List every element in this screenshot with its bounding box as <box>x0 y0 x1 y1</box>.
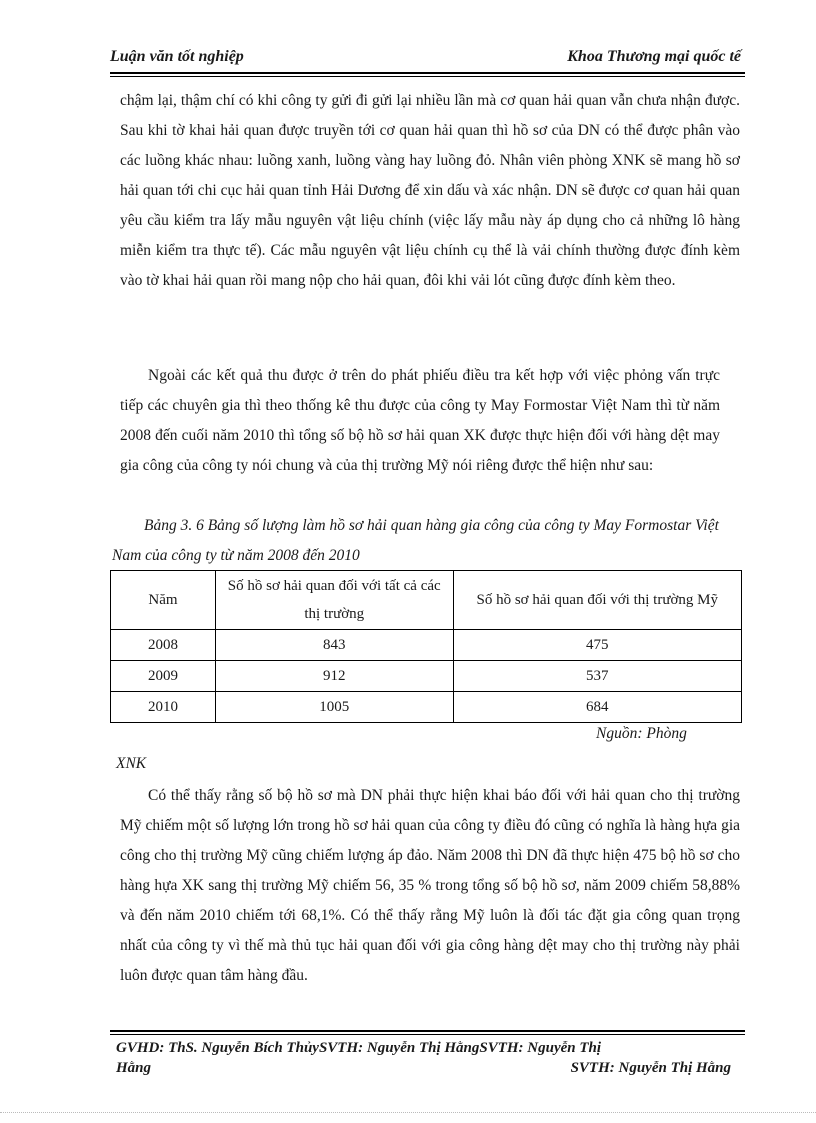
header-us-market: Số hồ sơ hải quan đối với thị trường Mỹ <box>453 571 742 630</box>
page-edge-divider <box>0 1112 816 1113</box>
cell-year: 2010 <box>111 692 216 723</box>
header-rule-thin <box>110 76 745 77</box>
cell-us-market: 475 <box>453 630 742 661</box>
paragraph-customs-process: chậm lại, thậm chí có khi công ty gửi đi gửi lại nhiều lần mà cơ quan hải quan vẫn chưa nhận được. Sau khi tờ khai hải quan được truyền tới cơ quan hải quan thì hồ sơ của DN có thể được phân vào các luồng khác nhau: luồng xanh, luồng vàng hay luồng đỏ. Nhân viên phòng XNK sẽ mang hồ sơ hải quan tới chi cục hải quan tỉnh Hải Dương để xin dấu và xác nhận. DN sẽ được cơ quan hải quan yêu cầu kiểm tra lấy mẫu nguyên vật liệu chính (việc lấy mẫu này áp dụng cho cả những lô hàng miễn kiểm tra thực tế). Các mẫu nguyên vật liệu chính cụ thể là vải chính thường được đính kèm vào tờ khai hải quan rồi mang nộp cho hải quan, đôi khi vải lót cũng được đính kèm theo. <box>120 92 740 289</box>
table-row <box>111 661 742 692</box>
header-faculty: Khoa Thương mại quốc tế <box>567 48 741 65</box>
footer-line2-left: Hằng <box>116 1060 152 1076</box>
cell-us-market: 537 <box>453 661 742 692</box>
cell-all-markets: 912 <box>215 661 453 692</box>
header-rule-thick <box>110 72 745 74</box>
cell-year: 2008 <box>111 630 216 661</box>
table-row <box>111 692 742 723</box>
cell-year: 2009 <box>111 661 216 692</box>
header-year: Năm <box>111 571 216 630</box>
paragraph-survey-results: Ngoài các kết quả thu được ở trên do phát phiếu điều tra kết hợp với việc phỏng vấn trực tiếp các chuyên gia thì theo thống kê thu được của công ty May Formostar Việt Nam thì từ năm 2008 đến cuối năm 2010 thì tổng số bộ hồ sơ hải quan XK được thực hiện đối với hàng dệt may gia công của công ty nói chung và của thị trường Mỹ nói riêng được thể hiện như sau: <box>120 367 720 474</box>
footer-rule-thin <box>110 1034 745 1035</box>
header-all-markets: Số hồ sơ hải quan đối với tất cả các thị trường <box>215 571 453 630</box>
page-footer <box>116 1038 741 1078</box>
paragraph-analysis: Có thể thấy rằng số bộ hồ sơ mà DN phải thực hiện khai báo đối với hải quan cho thị trường Mỹ chiếm một số lượng lớn trong hồ sơ hải quan của công ty điều đó cũng có nghĩa là hàng hựa gia công cho thị trường Mỹ cũng chiếm lượng áp đảo. Năm 2008 thì DN đã thực hiện 475 bộ hồ sơ cho hàng hựa XK sang thị trường Mỹ chiếm 56, 35 % trong tổng số bộ hồ sơ, năm 2009 chiếm 58,88% và đến năm 2010 chiếm tới 68,1%. Có thể thấy rằng Mỹ luôn là đối tác đặt gia công quan trọng nhất của công ty vì thế mà thủ tục hải quan đối với gia công hàng dệt may cho thị trường này phải luôn được quan tâm hàng đầu. <box>120 787 740 984</box>
footer-line2 <box>116 1058 741 1078</box>
page-header <box>110 48 745 70</box>
cell-all-markets: 843 <box>215 630 453 661</box>
table-row <box>111 630 742 661</box>
table-source-tail: XNK <box>116 755 147 772</box>
cell-all-markets: 1005 <box>215 692 453 723</box>
table-header-row <box>111 571 742 630</box>
table-caption: Bảng 3. 6 Bảng số lượng làm hồ sơ hải quan hàng gia công của công ty May Formostar Việt Nam của công ty từ năm 2008 đến 2010 <box>112 517 719 564</box>
footer-rule-thick <box>110 1030 745 1032</box>
customs-records-table <box>110 570 742 723</box>
footer-line2-right: SVTH: Nguyễn Thị Hằng <box>570 1060 731 1076</box>
table-source: Nguồn: Phòng <box>596 725 687 742</box>
cell-us-market: 684 <box>453 692 742 723</box>
footer-line1: GVHD: ThS. Nguyễn Bích ThủySVTH: Nguyễn Thị HằngSVTH: Nguyễn Thị <box>116 1040 602 1056</box>
header-thesis-title: Luận văn tốt nghiệp <box>110 48 244 65</box>
